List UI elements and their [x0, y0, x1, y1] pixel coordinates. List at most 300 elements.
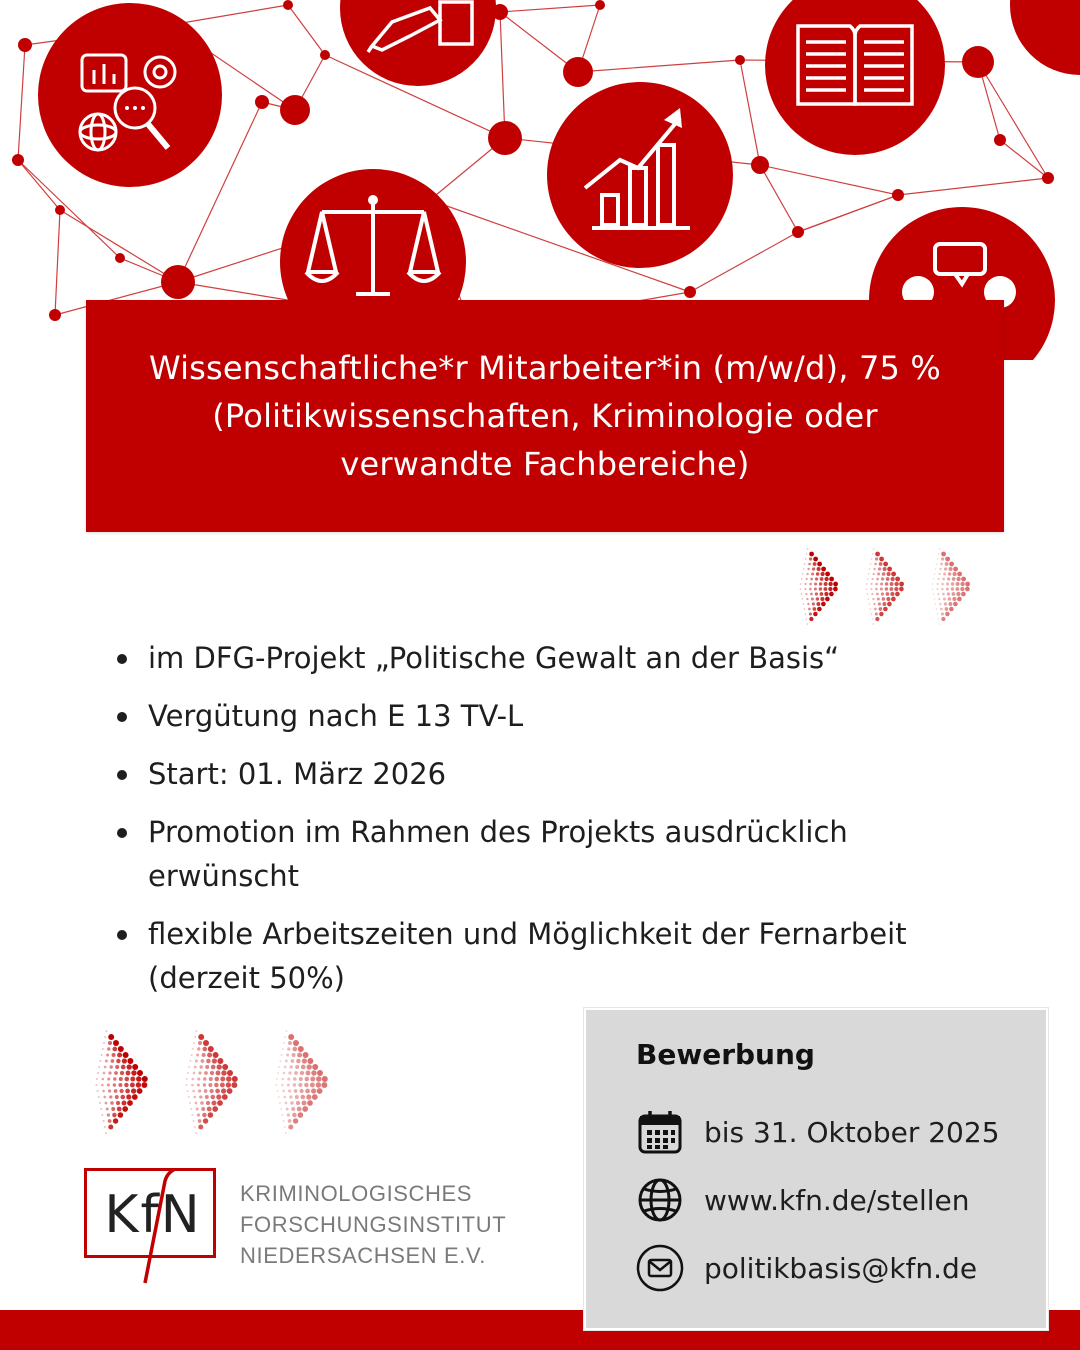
chevron-dot	[824, 582, 828, 586]
chevron-dot	[953, 567, 958, 572]
chevron-dot	[285, 1030, 287, 1032]
chevron-dot	[216, 1071, 221, 1076]
chevron-dot	[940, 563, 943, 566]
chevron-dot	[130, 1076, 135, 1081]
chevron-dot	[142, 1076, 148, 1082]
network-node	[280, 95, 310, 125]
chevron-dot	[801, 578, 803, 580]
chevron-dot	[136, 1082, 141, 1087]
chevron-dot	[195, 1132, 197, 1134]
chevron-dot	[869, 603, 871, 605]
chevron-dot	[284, 1036, 286, 1038]
chevron-dot	[946, 582, 949, 585]
chevron-dot	[118, 1083, 122, 1087]
network-node	[115, 253, 125, 263]
chevron-dot	[870, 588, 872, 590]
chevron-dot	[141, 1082, 147, 1088]
website-row[interactable]	[636, 1176, 970, 1224]
job-details-list	[112, 636, 992, 1014]
chevron-dot	[102, 1090, 105, 1093]
chevron-dot	[295, 1095, 299, 1099]
chevron-dot	[108, 1089, 111, 1092]
chevron-dot	[192, 1078, 195, 1081]
chevron-dot	[193, 1072, 196, 1075]
chevron-dot	[276, 1078, 278, 1080]
chevron-dot	[817, 567, 821, 571]
chevron-dot	[306, 1071, 311, 1076]
chevron-dot	[809, 552, 814, 557]
chevron-dot	[108, 1119, 112, 1123]
chevron-dot	[193, 1042, 195, 1044]
chevron-dot	[115, 1095, 119, 1099]
chevron-dot	[809, 617, 813, 621]
chevron-dot	[102, 1078, 105, 1081]
chevron-dot	[204, 1089, 208, 1093]
chevron-dot	[825, 597, 830, 602]
chevron-dot	[110, 1101, 114, 1105]
chevron-dot	[285, 1060, 288, 1063]
chevron-dot	[288, 1034, 294, 1040]
chevron-dot	[215, 1089, 220, 1094]
chevron-dot	[125, 1077, 130, 1082]
chevron-dot	[116, 1059, 120, 1063]
logo-mark	[84, 1168, 216, 1258]
chevron-dot	[203, 1118, 208, 1123]
chevron-dot	[296, 1101, 300, 1105]
network-line	[18, 160, 60, 210]
chevron-dot	[945, 612, 950, 617]
chevron-dot	[871, 558, 873, 560]
network-node	[255, 95, 269, 109]
network-line	[170, 5, 288, 25]
chevron-dot	[879, 557, 884, 562]
chevron-dot	[300, 1071, 304, 1075]
chevron-dot	[226, 1076, 232, 1082]
chevron-dot	[298, 1083, 302, 1087]
chevron-dot	[281, 1054, 283, 1056]
chevron-dot	[222, 1064, 228, 1070]
chevron-dot	[866, 583, 868, 585]
chevron-dot	[802, 573, 804, 575]
job-title: Wissenschaftliche*r Mitarbeiter*in (m/w/d), 75 % (Politikwissenschaften, Kriminologie oder verwandte Fachbereiche)	[148, 349, 942, 483]
chevron-dot	[887, 602, 892, 607]
chevron-dot	[101, 1084, 104, 1087]
chevron-dot	[316, 1076, 322, 1082]
chevron-dot	[886, 592, 890, 596]
chevron-dot	[947, 592, 950, 595]
network-line	[898, 178, 1048, 195]
chevron-dot	[111, 1059, 115, 1063]
chevron-dot	[282, 1078, 285, 1081]
chevron-dot	[108, 1034, 114, 1040]
network-node	[595, 0, 605, 10]
chevron-dot	[278, 1066, 280, 1068]
chevron-dot	[211, 1095, 216, 1100]
chevron-dot	[209, 1089, 213, 1093]
chevron-dot	[231, 1082, 237, 1088]
chevron-dot	[800, 583, 802, 585]
chevron-dot	[801, 593, 803, 595]
chevron-dot	[221, 1070, 226, 1075]
chevron-dot	[107, 1077, 110, 1080]
chevron-dot	[872, 598, 874, 600]
chevron-dot	[938, 578, 940, 580]
chevron-dot	[292, 1113, 296, 1117]
chevron-dot	[283, 1120, 285, 1122]
chevron-dot	[833, 587, 838, 592]
network-node	[488, 121, 522, 155]
chevron-dot	[887, 572, 891, 576]
chevron-dot	[877, 573, 880, 576]
chevron-dot	[806, 553, 808, 555]
chevron-dot	[948, 597, 951, 600]
chevron-dot	[941, 617, 945, 621]
chevron-dot	[290, 1101, 294, 1105]
chevron-dot	[131, 1070, 136, 1075]
chevron-dot	[102, 1048, 104, 1050]
chevron-dot	[806, 618, 808, 620]
chevron-dot	[215, 1077, 220, 1082]
chevron-dot	[113, 1118, 118, 1123]
chevron-dot	[289, 1095, 292, 1098]
chevron-dot	[804, 608, 806, 610]
chevron-dot	[939, 623, 941, 625]
chevron-dot	[284, 1126, 286, 1128]
chevron-dot	[875, 583, 878, 586]
chevron-dot	[872, 618, 874, 620]
chevron-dot	[869, 568, 871, 570]
chevron-dot	[961, 592, 966, 597]
chevron-dot	[298, 1112, 304, 1118]
chevron-dot	[296, 1059, 300, 1063]
chevron-dot	[283, 1072, 286, 1075]
chevron-dot	[198, 1119, 202, 1123]
chevron-dot	[132, 1094, 138, 1100]
chevron-dot	[949, 607, 954, 612]
chevron-dot	[951, 582, 954, 585]
chevron-dot	[277, 1072, 279, 1074]
chevron-dot	[207, 1107, 212, 1112]
chevron-dot	[302, 1058, 307, 1063]
chevron-dot	[202, 1053, 206, 1057]
chevron-dot	[195, 1102, 198, 1105]
chevron-dot	[193, 1096, 196, 1099]
chevron-dot	[282, 1090, 285, 1093]
network-line	[578, 60, 740, 72]
chevron-dot	[866, 588, 868, 590]
network-node	[1042, 172, 1054, 184]
logo-line-1: KRIMINOLOGISCHES	[240, 1181, 473, 1206]
chevron-dot	[220, 1083, 225, 1088]
network-node	[892, 189, 904, 201]
chevron-dot	[933, 593, 935, 595]
network-node	[792, 226, 804, 238]
network-line	[18, 45, 25, 160]
chevron-dot	[206, 1059, 210, 1063]
chevron-dot	[938, 573, 940, 575]
chevron-dot	[197, 1083, 200, 1086]
chevron-dot	[943, 573, 946, 576]
chevron-dot	[894, 587, 898, 591]
chevron-dot	[317, 1088, 323, 1094]
chevron-dot	[305, 1077, 310, 1082]
chevron-dot	[941, 612, 944, 615]
chevron-dot	[112, 1113, 116, 1117]
chevron-dot	[879, 562, 883, 566]
chevron-dot	[201, 1059, 205, 1063]
chevron-dot	[123, 1052, 129, 1058]
chevron-dot	[278, 1096, 280, 1098]
chevron-dot	[804, 563, 806, 565]
chevron-dot	[107, 1083, 110, 1086]
chevron-dot	[185, 1084, 187, 1086]
chevron-dot	[821, 602, 826, 607]
chevron-dot	[944, 567, 947, 570]
chevron-dot	[299, 1089, 303, 1093]
email-link[interactable]: politikbasis@kfn.de	[704, 1251, 978, 1285]
chevron-dot	[874, 608, 877, 611]
chevron-dot	[191, 1054, 193, 1056]
chevron-dot	[881, 592, 884, 595]
chevron-dot	[221, 1088, 226, 1093]
chevron-dot	[825, 572, 830, 577]
chevron-dot	[965, 582, 970, 587]
chevron-dot	[890, 582, 894, 586]
chevron-dot	[197, 1047, 200, 1050]
chevron-dot	[287, 1047, 290, 1050]
chevron-dot	[114, 1071, 118, 1075]
chevron-dot	[99, 1060, 101, 1062]
chevron-dot	[870, 563, 872, 565]
growth-chart-icon	[547, 82, 733, 268]
chevron-dot	[890, 592, 894, 596]
chevron-dot	[205, 1095, 209, 1099]
chevron-dot	[942, 593, 945, 596]
chevron-dot	[870, 608, 872, 610]
mail-icon	[636, 1244, 684, 1292]
chevron-dot	[281, 1084, 284, 1087]
chevron-dot	[872, 553, 874, 555]
chevron-dot	[937, 583, 939, 585]
chevron-dot	[956, 582, 960, 586]
chevron-dot	[104, 1126, 106, 1128]
chevron-dot	[293, 1118, 298, 1123]
chevron-dot	[212, 1058, 217, 1063]
chevron-dot	[105, 1030, 107, 1032]
chevron-dot	[187, 1090, 189, 1092]
chevron-dot	[126, 1094, 131, 1099]
deadline-row	[636, 1108, 1000, 1156]
chevron-dot	[955, 587, 959, 591]
chevron-dot	[197, 1113, 200, 1116]
logo-line-2: FORSCHUNGSINSTITUT	[240, 1212, 507, 1237]
chevron-dot	[97, 1090, 99, 1092]
chevron-dot	[806, 578, 808, 580]
chevron-dot	[882, 602, 886, 606]
chevron-dot	[317, 1070, 323, 1076]
chevron-dot	[188, 1096, 190, 1098]
chevron-dot	[195, 1060, 198, 1063]
chevron-dot	[297, 1052, 302, 1057]
application-deadline: bis 31. Oktober 2025	[704, 1115, 1000, 1149]
chevron-dot	[105, 1132, 107, 1134]
chevron-dot	[198, 1089, 201, 1092]
logo-mark-text: KfN	[104, 1185, 202, 1245]
chevron-dot	[934, 598, 936, 600]
chevron-dot	[290, 1065, 293, 1068]
network-node	[563, 57, 593, 87]
chevron-dot	[312, 1094, 318, 1100]
chevron-dot	[292, 1053, 296, 1057]
chevron-dot	[883, 567, 887, 571]
chevron-dot	[118, 1112, 124, 1118]
chevron-dot	[804, 588, 806, 590]
decorative-chevrons-top	[790, 545, 990, 630]
chevron-dot	[940, 608, 943, 611]
chevron-dot	[202, 1047, 207, 1052]
chevron-dot	[886, 577, 890, 581]
network-line	[760, 165, 798, 232]
research-analysis-icon	[38, 3, 222, 187]
chevron-dot	[198, 1041, 202, 1045]
chevron-dot	[945, 557, 950, 562]
chevron-dot	[941, 588, 944, 591]
chevron-dot	[217, 1058, 223, 1064]
network-line	[760, 165, 898, 195]
chevron-dot	[806, 598, 808, 600]
chevron-dot	[873, 603, 875, 605]
chevron-dot	[292, 1047, 297, 1052]
list-item: flexible Arbeitszeiten und Möglichkeit der Fernarbeit (derzeit 50%)	[112, 912, 992, 1000]
chevron-dot	[288, 1124, 293, 1129]
network-node	[55, 205, 65, 215]
network-line	[500, 5, 600, 12]
chevron-dot	[948, 602, 952, 606]
chevron-dot	[107, 1113, 110, 1116]
chevron-dot	[196, 1108, 199, 1111]
logo-line-3: NIEDERSACHSEN E.V.	[240, 1243, 486, 1268]
chevron-dot	[819, 582, 822, 585]
chevron-dot	[117, 1052, 122, 1057]
network-node	[18, 38, 32, 52]
logo-wordmark	[240, 1178, 506, 1271]
chevron-dot	[877, 598, 880, 601]
chevron-dot	[952, 577, 956, 581]
chevron-dot	[952, 592, 956, 596]
network-node	[735, 55, 745, 65]
chevron-dot	[198, 1124, 203, 1129]
chevron-dot	[813, 607, 817, 611]
chevron-dot	[192, 1090, 195, 1093]
network-line	[55, 210, 60, 315]
chevron-dot	[828, 587, 832, 591]
chevron-dot	[101, 1114, 103, 1116]
email-row[interactable]	[636, 1244, 977, 1292]
chevron-dot	[311, 1070, 316, 1075]
chevron-dot	[299, 1077, 303, 1081]
chevron-dot	[895, 577, 900, 582]
chevron-dot	[293, 1040, 299, 1046]
network-line	[798, 195, 898, 232]
chevron-dot	[820, 597, 824, 601]
chevron-dot	[936, 608, 938, 610]
chevron-dot	[95, 1084, 97, 1086]
chevron-dot	[883, 607, 888, 612]
chevron-dot	[109, 1095, 112, 1098]
chevron-dot	[899, 582, 904, 587]
chevron-dot	[805, 583, 807, 585]
chevron-dot	[824, 592, 828, 596]
chevron-dot	[306, 1094, 311, 1099]
chevron-dot	[807, 623, 809, 625]
chevron-dot	[213, 1052, 219, 1058]
chevron-dot	[286, 1108, 289, 1111]
chevron-dot	[880, 582, 883, 585]
chevron-dot	[934, 573, 936, 575]
chevron-dot	[302, 1106, 308, 1112]
chevron-dot	[936, 563, 938, 565]
chevron-dot	[126, 1071, 131, 1076]
chevron-dot	[205, 1065, 209, 1069]
chevron-dot	[194, 1126, 196, 1128]
chevron-dot	[889, 587, 893, 591]
chevron-dot	[103, 1120, 105, 1122]
chevron-dot	[103, 1072, 106, 1075]
application-heading: Bewerbung	[636, 1038, 815, 1071]
chevron-dot	[191, 1114, 193, 1116]
application-panel	[584, 1008, 1048, 1330]
chevron-dot	[935, 603, 937, 605]
chevron-dot	[227, 1070, 233, 1076]
chevron-dot	[196, 1053, 199, 1056]
chevron-dot	[953, 572, 957, 576]
chevron-dot	[121, 1065, 126, 1070]
chevron-dot	[868, 573, 870, 575]
chevron-dot	[311, 1088, 316, 1093]
chevron-dot	[946, 588, 949, 591]
chevron-dot	[871, 593, 873, 595]
chevron-dot	[207, 1052, 212, 1057]
network-node	[49, 309, 61, 321]
chevron-dot	[211, 1065, 216, 1070]
chevron-dot	[288, 1119, 292, 1123]
chevron-dot	[808, 608, 811, 611]
chevron-dot	[104, 1036, 106, 1038]
network-node	[994, 134, 1006, 146]
chevron-dot	[130, 1083, 135, 1088]
chevron-dot	[956, 577, 960, 581]
chevron-dot	[965, 587, 970, 592]
chevron-dot	[881, 577, 884, 580]
chevron-dot	[816, 597, 819, 600]
chevron-dot	[939, 603, 941, 605]
chevron-dot	[960, 582, 964, 586]
chevron-dot	[890, 577, 894, 581]
chevron-dot	[873, 548, 875, 550]
chevron-dot	[871, 613, 873, 615]
chevron-dot	[887, 567, 892, 572]
chevron-dot	[295, 1065, 299, 1069]
chevron-dot	[937, 558, 939, 560]
chevron-dot	[220, 1076, 225, 1081]
chevron-dot	[937, 613, 939, 615]
website-link[interactable]: www.kfn.de/stellen	[704, 1183, 970, 1217]
chevron-dot	[281, 1114, 283, 1116]
chevron-dot	[100, 1108, 102, 1110]
chevron-dot	[957, 597, 962, 602]
chevron-dot	[98, 1066, 100, 1068]
chevron-dot	[203, 1083, 207, 1087]
